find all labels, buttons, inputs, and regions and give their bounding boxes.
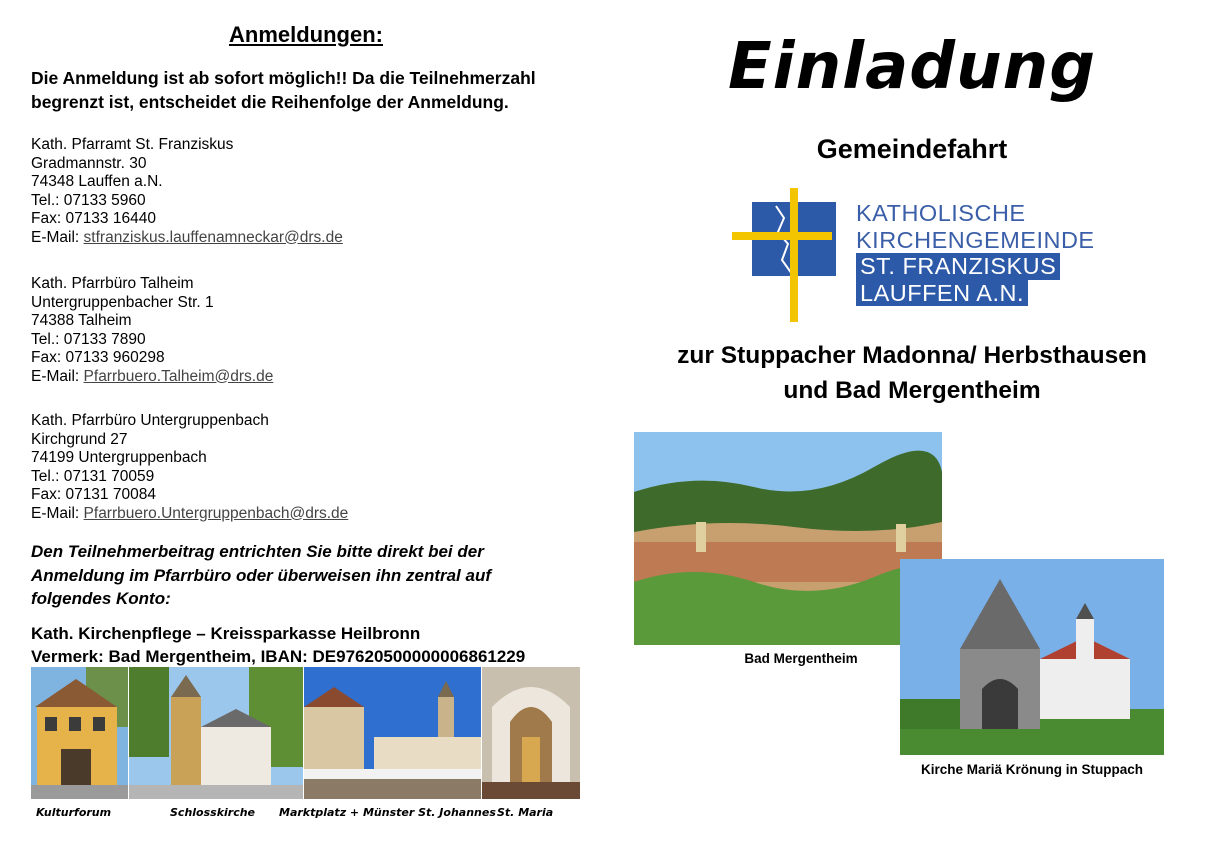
- office-name: Kath. Pfarrbüro Untergruppenbach: [31, 412, 269, 429]
- photo-bad-mergentheim: [634, 432, 942, 645]
- office-name: Kath. Pfarramt St. Franziskus: [31, 136, 234, 153]
- office-tel: Tel.: 07131 70059: [31, 467, 155, 485]
- office-street: Kirchgrund 27: [31, 430, 128, 448]
- caption-st-maria: St. Maria: [497, 806, 554, 819]
- registration-heading: Anmeldungen:: [229, 22, 383, 47]
- office-lauffen: [31, 136, 591, 247]
- logo-line-4: LAUFFEN A.N.: [856, 280, 1028, 307]
- photo-kirche-stuppach: [900, 559, 1164, 755]
- photo-marktplatz: [304, 667, 481, 799]
- office-untergruppenbach: [31, 412, 591, 523]
- destination-line-1: zur Stuppacher Madonna/ Herbsthausen: [677, 342, 1147, 369]
- destination-line-2: und Bad Mergentheim: [783, 377, 1041, 404]
- photo-schlosskirche: [129, 667, 303, 799]
- caption-kulturforum: Kulturforum: [36, 806, 112, 819]
- caption-marktplatz: Marktplatz + Münster St. Johannes: [279, 806, 496, 819]
- logo-line-1: KATHOLISCHE: [856, 200, 1026, 226]
- invitation-subtitle: Gemeindefahrt: [816, 134, 1008, 164]
- email-link-untergruppenbach[interactable]: Pfarrbuero.Untergruppenbach@drs.de: [83, 504, 349, 522]
- bank-line-2: Vermerk: Bad Mergentheim, IBAN: DE97620500000006861229: [31, 647, 526, 666]
- caption-bad-mergentheim: Bad Mergentheim: [744, 651, 858, 666]
- office-street: Gradmannstr. 30: [31, 154, 147, 172]
- payment-note: Den Teilnehmerbeitrag entrichten Sie bitte direkt bei der Anmeldung im Pfarrbüro oder überweisen ihn zentral auf folgendes Konto:: [31, 542, 492, 608]
- office-fax: Fax: 07133 960298: [31, 349, 165, 366]
- email-label: E-Mail:: [31, 504, 84, 522]
- photo-st-maria: [482, 667, 580, 799]
- office-name: Kath. Pfarrbüro Talheim: [31, 275, 194, 292]
- bank-details: [31, 622, 611, 668]
- email-label: E-Mail:: [31, 228, 84, 246]
- office-city: 74199 Untergruppenbach: [31, 449, 207, 466]
- office-tel: Tel.: 07133 7890: [31, 330, 146, 348]
- invitation-title: Einladung: [727, 30, 1097, 104]
- photo-kulturforum: [31, 667, 128, 799]
- office-city: 74348 Lauffen a.N.: [31, 173, 163, 190]
- cross-map-icon: [732, 188, 842, 322]
- email-link-talheim[interactable]: Pfarrbuero.Talheim@drs.de: [83, 367, 274, 385]
- office-talheim: [31, 275, 591, 386]
- registration-intro: Die Anmeldung ist ab sofort möglich!! Da die Teilnehmerzahl begrenzt ist, entscheidet die Reihenfolge der Anmeldung.: [31, 68, 536, 112]
- office-fax: Fax: 07131 70084: [31, 486, 156, 503]
- office-fax: Fax: 07133 16440: [31, 210, 156, 227]
- office-city: 74388 Talheim: [31, 312, 132, 329]
- caption-kirche-stuppach: Kirche Mariä Krönung in Stuppach: [920, 762, 1144, 777]
- logo-line-2: KIRCHENGEMEINDE: [856, 226, 1095, 253]
- office-tel: Tel.: 07133 5960: [31, 191, 146, 209]
- bank-line-1: Kath. Kirchenpflege – Kreissparkasse Heilbronn: [31, 624, 421, 643]
- logo-line-3: ST. FRANZISKUS: [856, 253, 1060, 280]
- parish-logo: [732, 188, 1095, 322]
- destination-text: [612, 338, 1212, 408]
- email-link-lauffen[interactable]: stfranziskus.lauffenamneckar@drs.de: [83, 228, 343, 246]
- caption-schlosskirche: Schlosskirche: [170, 806, 256, 819]
- email-label: E-Mail:: [31, 367, 84, 385]
- office-street: Untergruppenbacher Str. 1: [31, 293, 214, 311]
